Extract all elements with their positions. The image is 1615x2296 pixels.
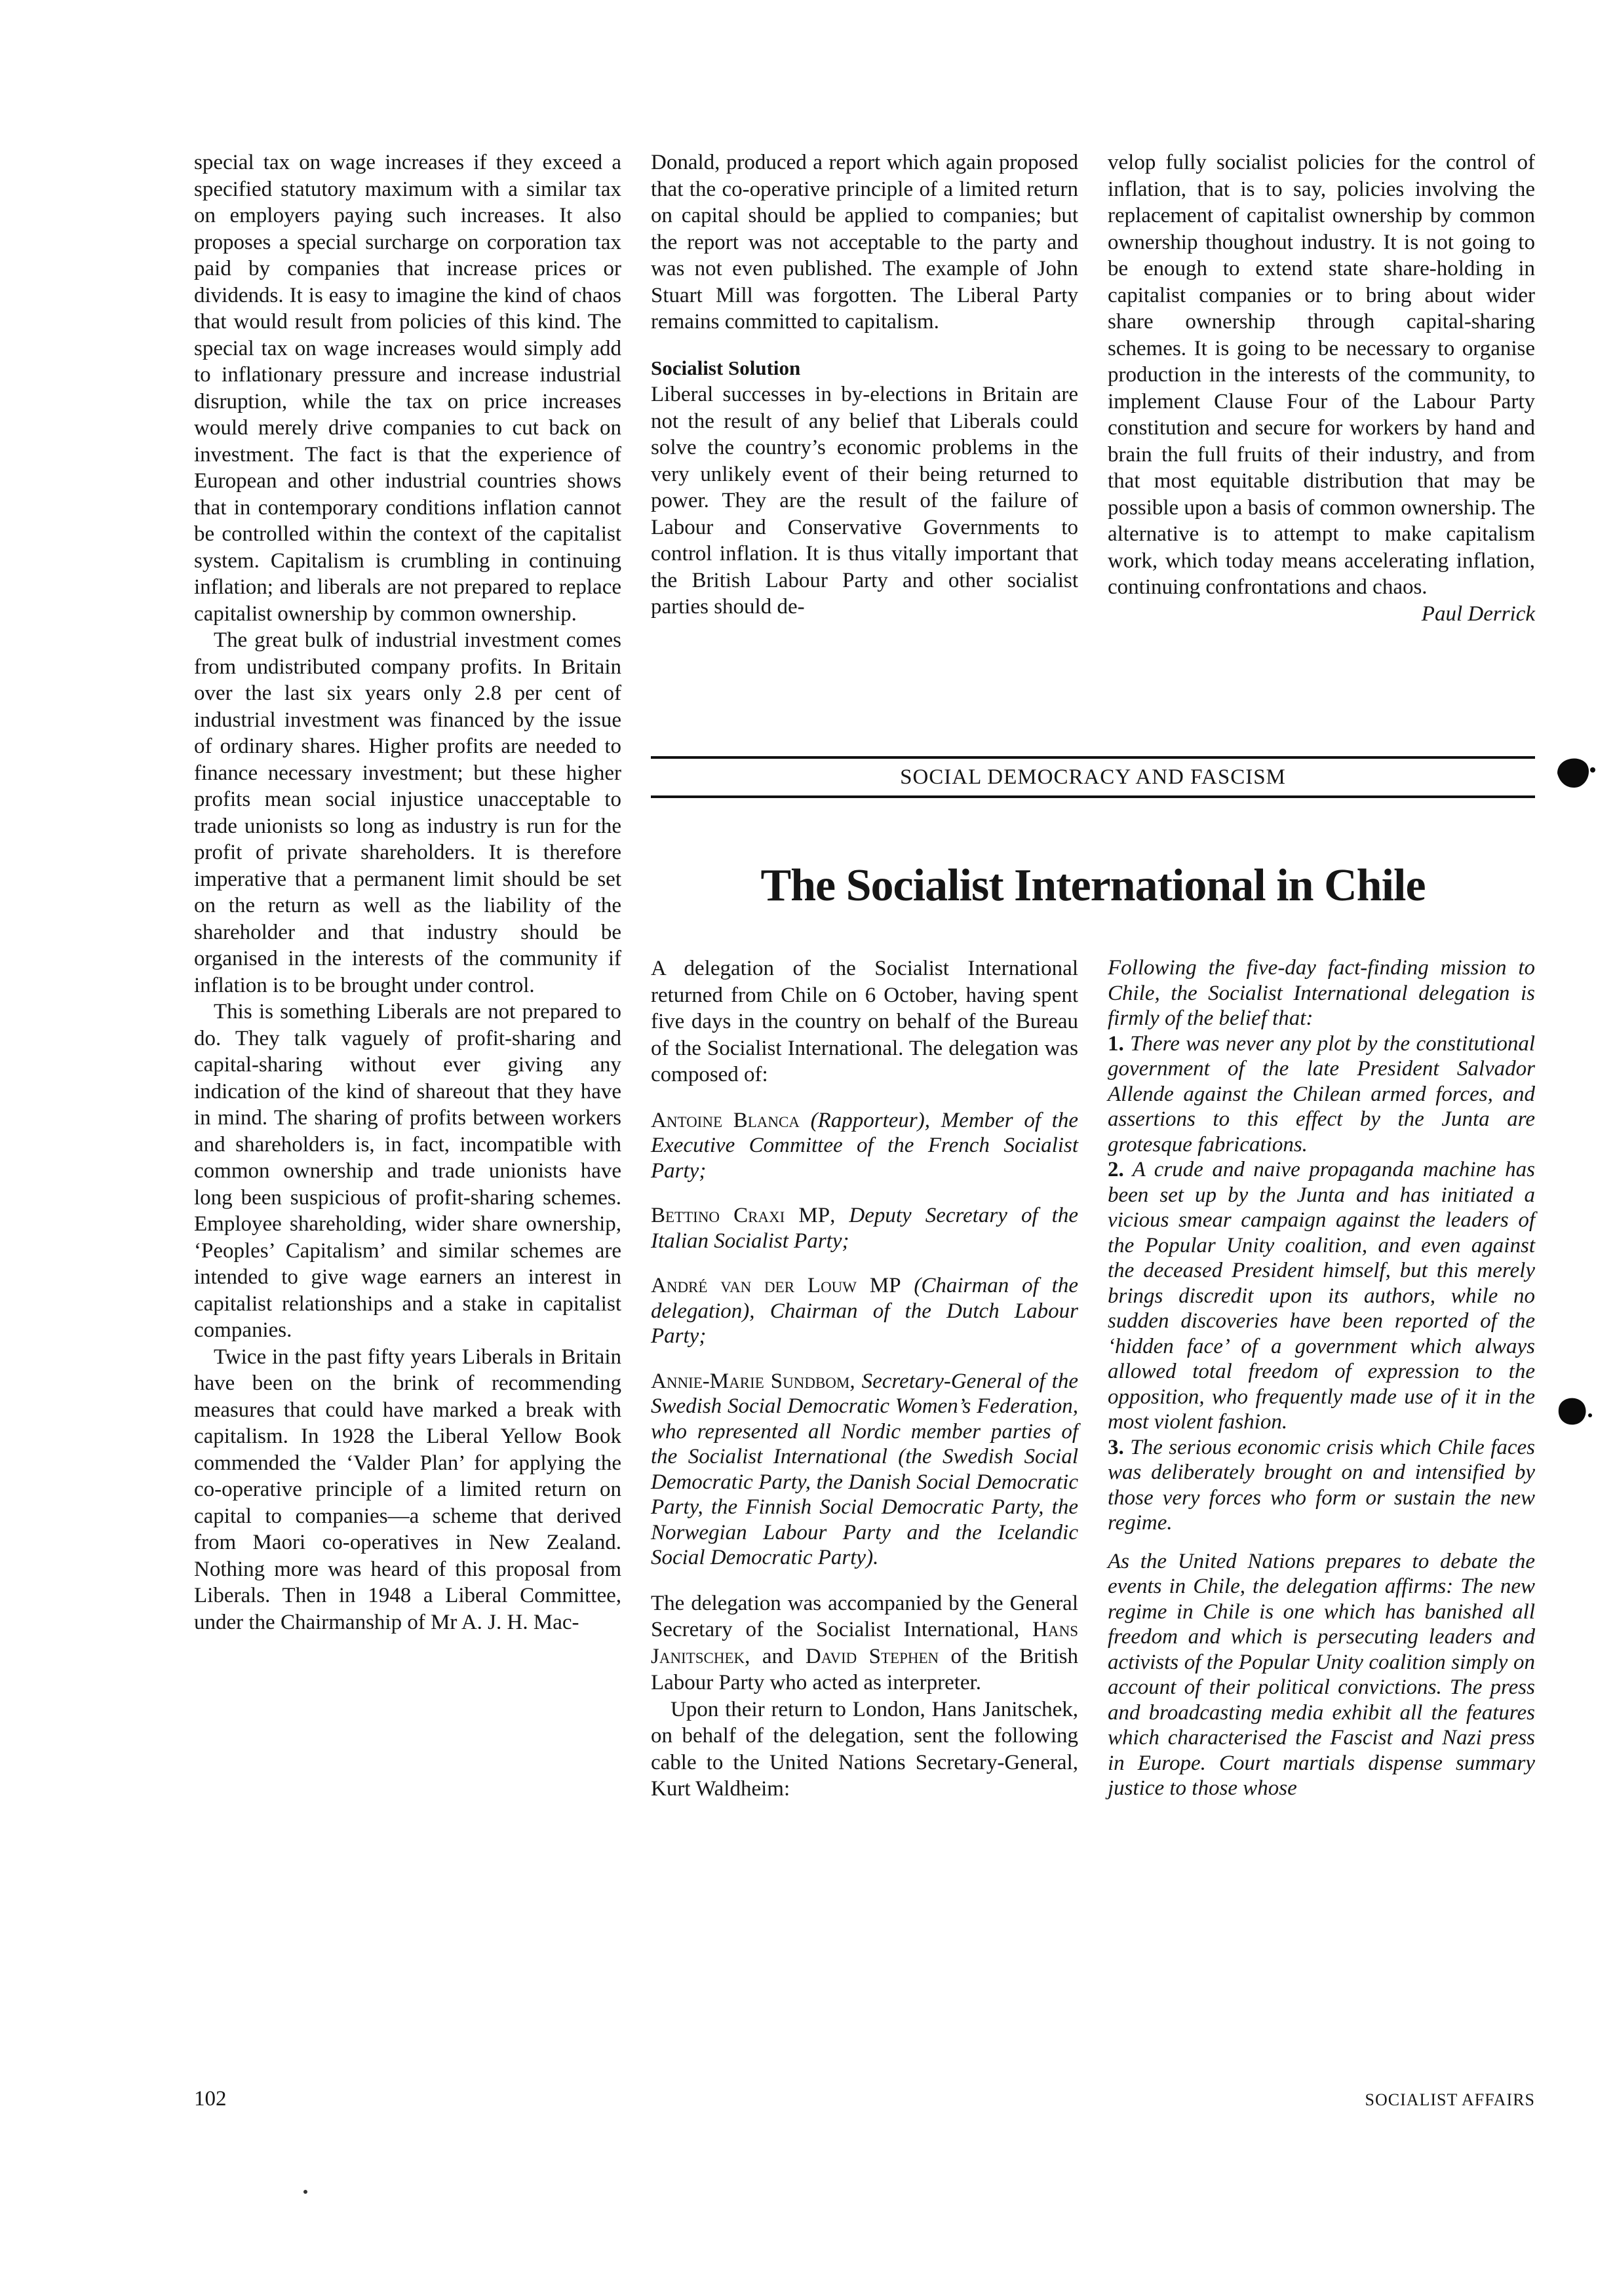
delegation-member (651, 1203, 1078, 1253)
section-bottom-rule (651, 795, 1535, 798)
person-name: David Stephen (805, 1644, 939, 1668)
point-number: 3. (1108, 1435, 1124, 1459)
section-label: SOCIAL DEMOCRACY AND FASCISM (900, 765, 1286, 789)
paragraph: This is something Liberals are not prepared to do. They talk vaguely of profit-sharing and capital-sharing without ever giving any indication of the kind of shareout that they have in mind. The sharing of profits between workers and shareholders is, in fact, incompatible with common ownership and trade unionists have long been suspicious of profit-sharing schemes. Employee shareholding, wider share ownership, ‘Peoples’ Capitalism’ and similar schemes are intended to give wage earners an interest in capitalist relationships and a stake in capitalist companies. (194, 1000, 621, 1342)
section-top-rule (651, 756, 1535, 759)
delegation-member (651, 1273, 1078, 1349)
column-3-article-text (1108, 149, 1535, 627)
member-name: André van der Louw MP (651, 1274, 901, 1297)
paragraph: The delegation was accompanied by the General Secretary of the Socialist International, Hans Janitschek, and David Stephen of the British Labour Party who acted as interpreter. (651, 1591, 1079, 1694)
point-number: 2. (1108, 1158, 1124, 1181)
member-name: Bettino Craxi MP (651, 1204, 830, 1227)
column-2-article-text (651, 149, 1078, 621)
author-signature: Paul Derrick (1421, 602, 1535, 626)
member-name: Antoine Blanca (651, 1108, 800, 1132)
numbered-point: 1. There was never any plot by the constitutional government of the late President Salvador Allende against the Chilean armed forces, and assertions to this effect by the Junta are grotesque fabrications. (1108, 1031, 1535, 1157)
numbered-point: 3. The serious economic crisis which Chile faces was deliberately brought on and intensified by those very forces who form or sustain the new regime. (1108, 1435, 1535, 1535)
paragraph: The great bulk of industrial investment comes from undistributed company profits. In Britain over the last six years only 2.8 per cent of industrial investment was financed by the issue of ordinary shares. Higher profits are needed to finance necessary investment; but these higher profits mean social injustice unacceptable to trade unionists so long as industry is run for the profit of private shareholders. It is therefore imperative that a permanent limit should be set on the return as well as the liability of the shareholder and that industry should be organised in the interests of the community if inflation is to be brought under control. (194, 628, 621, 997)
paragraph: Twice in the past fifty years Liberals in Britain have been on the brink of recommending measures that could have marked a break with capitalism. In 1928 the Liberal Yellow Book commended the ‘Valder Plan’ for applying the co-operative principle of a limited return on capital to companies—a scheme that derived from Maori co-operatives in New Zealand. Nothing more was heard of this proposal from Liberals. Then in 1948 a Liberal Committee, under the Chairmanship of Mr A. J. H. Mac- (194, 1345, 621, 1634)
column-5-cable-text (1108, 955, 1535, 1801)
subheading: Socialist Solution (651, 356, 801, 379)
column-4-article-text (651, 955, 1078, 1803)
column-1-article-text (194, 149, 621, 1636)
paragraph: Donald, produced a report which again proposed that the co-operative principle of a limited return on capital should be applied to companies; but the report was not acceptable to the party and was not even published. The example of John Stuart Mill was forgotten. The Liberal Party remains committed to capitalism. (651, 151, 1078, 334)
paragraph: velop fully socialist policies for the control of inflation, that is to say, policies involving the replacement of capitalist ownership by common ownership thoughout industry. It is not going to be enough to extend state share-holding in capitalist companies or to bring about wider share ownership through capital-sharing schemes. It is going to be necessary to organise production in the interests of the community, to implement Clause Four of the Labour Party constitution and secure for workers by hand and brain the full fruits of their industry, and from that most equitable distribution that may be possible upon a basis of common ownership. The alternative is to attempt to make capitalism work, which today means accelerating inflation, continuing confrontations and chaos. (1108, 151, 1535, 599)
paragraph: special tax on wage increases if they exceed a specified statutory maximum with a similar tax on employers paying such increases. It also proposes a special surcharge on corporation tax paid by companies that increase prices or dividends. It is easy to imagine the kind of chaos that would result from policies of this kind. The special tax on wage increases would simply add to inflationary pressure and increase industrial disruption, while the tax on price increases would merely drive companies to cut back on investment. The fact is that the experience of European and other industrial countries shows that in contemporary conditions inflation cannot be controlled within the context of the capitalist system. Capitalism is crumbling in continuing inflation; and liberals are not prepared to replace capitalist ownership by common ownership. (194, 151, 621, 626)
member-description: (Chairman of the delegation), Chairman of the Dutch Labour Party; (651, 1274, 1078, 1348)
member-description: (Rapporteur), Member of the Executive Committee of the French Socialist Party; (651, 1108, 1078, 1183)
scan-mark-icon (1552, 1389, 1598, 1435)
member-description: , Secretary-General of the Swedish Social Democratic Women’s Federation, who represented all Nordic member parties of the Socialist International (the Swedish Social Democratic Party, the Danish Social Democratic Party, the Finnish Social Democratic Party, the Norwegian Labour Party and the Icelandic Social Democratic Party). (651, 1369, 1078, 1569)
page-number: 102 (194, 2087, 227, 2111)
delegation-member (651, 1369, 1078, 1571)
point-number: 1. (1108, 1031, 1124, 1056)
delegation-member (651, 1108, 1078, 1184)
paragraph: Liberal successes in by-elections in Britain are not the result of any belief that Liberals could solve the country’s economic problems in the very unlikely event of their being returned to power. They are the result of the failure of Labour and Conservative Governments to control inflation. It is thus vitally important that the British Labour Party and other socialist parties should de- (651, 383, 1078, 619)
paragraph: A delegation of the Socialist International returned from Chile on 6 October, having spent five days in the country on behalf of the Bureau of the Socialist International. The delegation was composed of: (651, 957, 1078, 1086)
paragraph: Upon their return to London, Hans Janitschek, on behalf of the delegation, sent the following cable to the United Nations Secretary-General, Kurt Waldheim: (651, 1697, 1078, 1801)
numbered-point: 2. A crude and naive propaganda machine has been set up by the Junta and has initiated a vicious smear campaign against the leaders of the Popular Unity coalition, and even against the deceased President himself, but this merely brings discredit upon its authors, while no sudden discoveries have been reported of the ‘hidden face’ of a government which always allowed total freedom of expression to the opposition, who frequently made use of it in the most violent fashion. (1108, 1158, 1535, 1434)
paragraph: As the United Nations prepares to debate the events in Chile, the delegation affirms: The new regime in Chile is one which has banished all freedom and which is persecuting leaders and activists of the Popular Unity coalition simply on account of their political convictions. The press and broadcasting media exhibit all the features which characterised the Fascist and Nazi press in Europe. Court martials dispense summary justice to those whose (1108, 1549, 1535, 1800)
paragraph: Following the five-day fact-finding mission to Chile, the Socialist International delegation is firmly of the belief that: (1108, 956, 1535, 1030)
person-name: Hans Janitschek (651, 1618, 1078, 1668)
scan-mark-icon (1552, 750, 1598, 796)
member-name: Annie-Marie Sundbom (651, 1369, 850, 1393)
member-description: , Deputy Secretary of the Italian Socialist Party; (651, 1204, 1078, 1253)
journal-name: SOCIALIST AFFAIRS (1365, 2090, 1535, 2109)
article-headline: The Socialist International in Chile (760, 860, 1426, 911)
scan-speck (303, 2190, 307, 2194)
